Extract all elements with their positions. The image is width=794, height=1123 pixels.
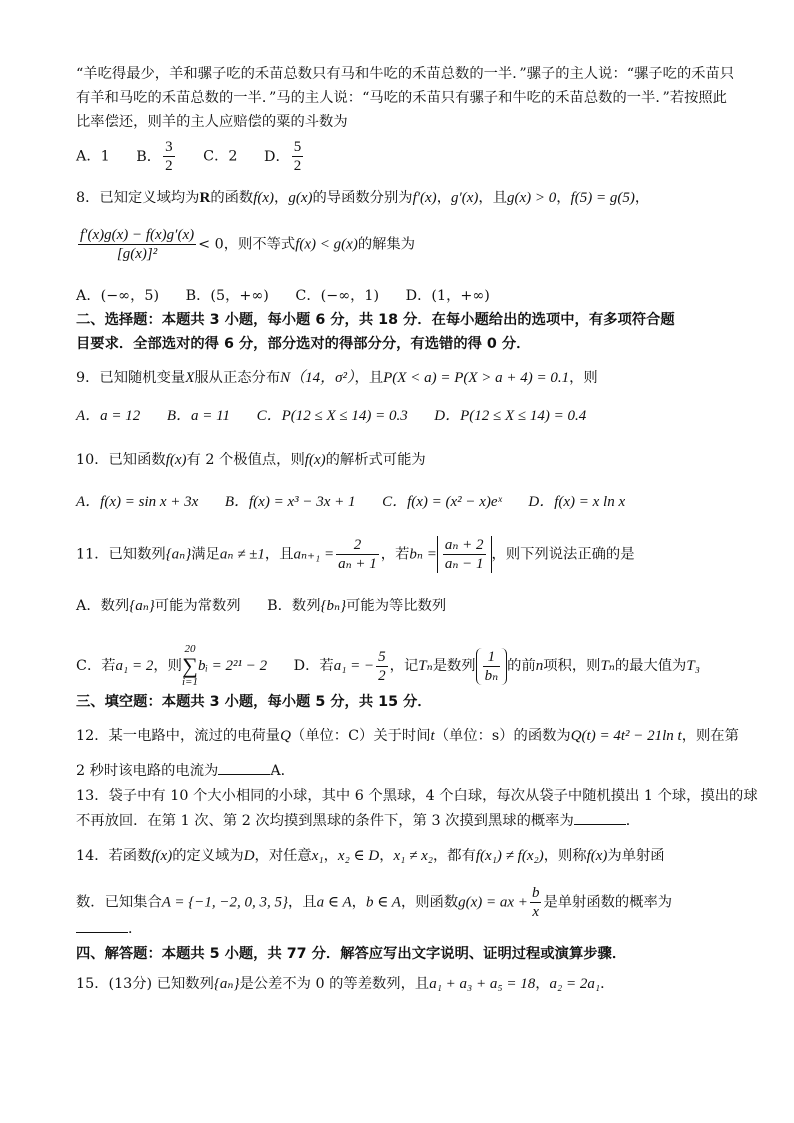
q10-options (76, 492, 625, 512)
q8-option-a: A．(−∞，5) (76, 288, 160, 304)
q9-option-b: B．a = 11 (166, 408, 231, 424)
q7-text-line-2: 有羊和马吃的禾苗总数的一半．”马的主人说：“马吃的禾苗只有骡子和牛吃的禾苗总数的一半．”若按照此 (76, 90, 727, 106)
section-2-heading-line-1: 二、选择题：本题共 3 小题，每小题 6 分，共 18 分．在每小题给出的选项中，有多项符合题 (76, 312, 675, 328)
q7-option-c: C．2 (203, 148, 238, 165)
q14-answer-blank (76, 918, 128, 933)
q8-option-b: B．(5，+∞) (185, 288, 269, 304)
q8-option-c: C．(−∞，1) (295, 288, 380, 304)
q7-option-b: B． $\frac{3}{2}$ (136, 139, 173, 174)
q10-stem: 10．已知函数f(x)有 2 个极值点，则f(x)的解析式可能为 (76, 452, 426, 468)
q12-answer-blank (218, 760, 270, 775)
q11-options-ab (76, 596, 446, 616)
q13-stem-line-1: 13．袋子中有 10 个大小相同的小球，其中 6 个黑球，4 个白球，每次从袋子中随机摸出 1 个球，摸出的球 (76, 788, 758, 804)
q9-stem: 9．已知随机变量X服从正态分布N（14，σ²），且P(X < a) = P(X > a + 4) = 0.1，则 (76, 370, 598, 386)
section-3-heading: 三、填空题：本题共 3 小题，每小题 5 分，共 15 分． (76, 694, 432, 710)
q7-text-line-3: 比率偿还，则羊的主人应赔偿的粟的斗数为 (76, 114, 348, 130)
q7-option-d: D． $\frac{5}{2}$ (264, 139, 302, 174)
q9-option-c: C．P(12 ≤ X ≤ 14) = 0.3 (256, 408, 408, 424)
q11-option-c: C．若a₁ = 2，则20 ∑ i=1bᵢ = 2²¹ − 2 (76, 643, 268, 688)
q9-options (76, 406, 586, 426)
q11-option-a: A．数列{aₙ}可能为常数列 (76, 598, 241, 614)
q8-stem-line-2: $\frac{f'(x)g(x) - f(x)g'(x)}{\text{[g(x)]²}}$ < 0，则不等式f(x) < g(x)的解集为 (80, 227, 416, 262)
q11-option-b: B．数列{bₙ}可能为等比数列 (267, 598, 447, 614)
q13-stem-line-2: 不再放回．在第 1 次、第 2 次均摸到黑球的条件下，第 3 次摸到黑球的概率为 ． (76, 810, 640, 831)
q11-options-cd (76, 644, 700, 688)
q10-option-c: C．f(x) = (x² − x)eˣ (382, 494, 502, 510)
q7-text-line-1: “羊吃得最少，羊和骡子吃的禾苗总数只有马和牛吃的禾苗总数的一半．”骡子的主人说：“骡子吃的禾苗只 (76, 66, 735, 82)
q12-stem-line-2: 2 秒时该电路的电流为 A． (76, 760, 295, 781)
q9-option-a: A．a = 12 (76, 408, 141, 424)
section-4-heading: 四、解答题：本题共 5 小题，共 77 分．解答应写出文字说明、证明过程或演算步骤． (76, 946, 627, 962)
q10-option-d: D．f(x) = x ln x (528, 494, 626, 510)
q8-options (76, 286, 490, 306)
q10-option-b: B．f(x) = x³ − 3x + 1 (224, 494, 356, 510)
q11-stem: 11．已知数列{aₙ}满足aₙ ≠ ±1，且aₙ₊₁ = $\frac{2}{\text{aₙ + 1}}$ ，若bₙ = $\frac{\text{aₙ + 2}}{\text{aₙ − 1}}$ ，则下列说法正确的是 (76, 537, 635, 572)
q10-option-a: A．f(x) = sin x + 3x (76, 494, 199, 510)
q7-options (76, 138, 305, 175)
q12-stem-line-1: 12．某一电路中，流过的电荷量Q（单位：C）关于时间t（单位：s）的函数为Q(t) = 4t² − 21ln t，则在第 (76, 728, 739, 744)
q14-stem-line-3: ． (76, 918, 142, 939)
q11-option-d: D．若a₁ = − $\frac{5}{2}$ ，记Tₙ是数列 $\frac{1}{\text{bₙ}}$ 的前n项积，则Tₙ的最大值为T₃ (293, 648, 700, 684)
q8-stem-line-1: 8．已知定义域均为R的函数f(x)，g(x)的导函数分别为f′(x)，g′(x)，且g(x) > 0，f(5) = g(5)， (76, 190, 650, 206)
section-2-heading-line-2: 目要求．全部选对的得 6 分，部分选对的得部分分，有选错的得 0 分． (76, 336, 531, 352)
q14-stem-line-2: 数．已知集合A = {−1, −2, 0, 3, 5}，且a ∈ A，b ∈ A，则函数g(x) = ax + $\frac{b}{x}$ 是单射函数的概率为 (76, 885, 673, 920)
q15-stem: 15．(13分) 已知数列{aₙ}是公差不为 0 的等差数列，且a₁ + a₃ + a₅ = 18，a₂ = 2a₁． (76, 976, 615, 992)
q14-stem-line-1: 14．若函数f(x)的定义域为D，对任意x₁，x₂ ∈ D，x₁ ≠ x₂，都有f(x₁) ≠ f(x₂)，则称f(x)为单射函 (76, 848, 665, 864)
q9-option-d: D．P(12 ≤ X ≤ 14) = 0.4 (434, 408, 587, 424)
q13-answer-blank (574, 810, 626, 825)
q7-option-a: A．1 (76, 148, 110, 165)
q8-option-d: D．(1，+∞) (405, 288, 490, 304)
q8-derivative-fraction: $\frac{f'(x)g(x) - f(x)g'(x)}{\text{[g(x)]²}}$ (80, 227, 195, 262)
